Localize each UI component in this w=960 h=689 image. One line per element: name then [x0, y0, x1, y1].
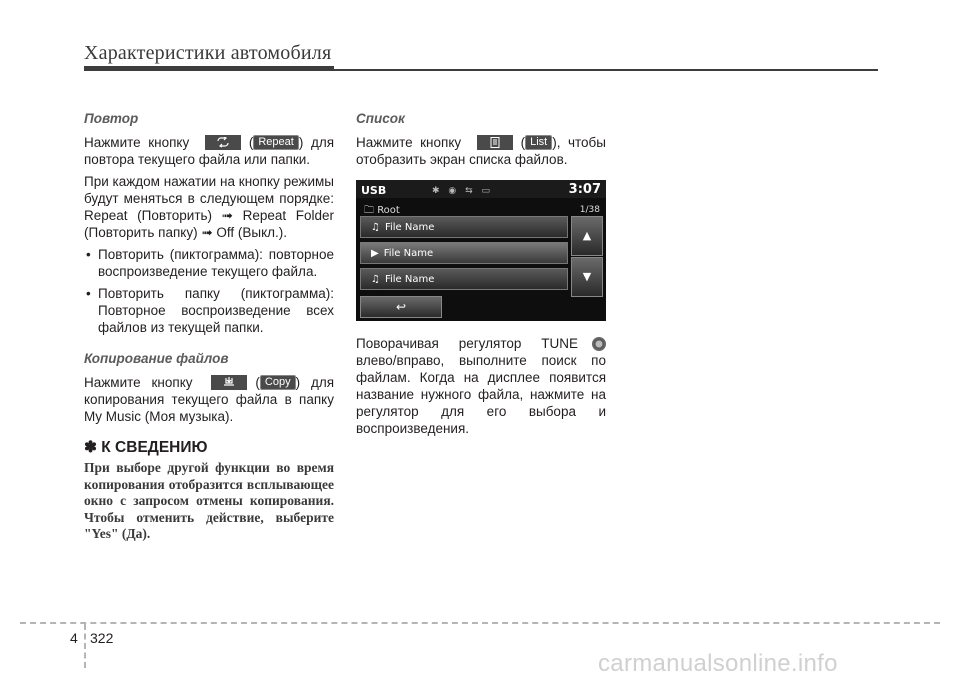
right-column [356, 110, 606, 442]
note-body: При выборе другой функции во время копирования отобразится всплывающее окно с запросом отмены копирования. Чтобы отменить действие, выберите "Yes" (Да). [84, 460, 334, 541]
footer-vertical-rule [84, 624, 86, 668]
list-icon [477, 135, 513, 150]
file-row[interactable] [360, 268, 568, 290]
copy-paragraph-1: Нажмите кнопку ( Copy ) для копирования текущего файла в папку My Music (Моя музыка). [84, 375, 335, 424]
copy-icon [211, 375, 247, 390]
page-chapter: 4 [70, 630, 78, 646]
list-paragraph-1: Нажмите кнопку ( List ), чтобы отобразить экран списка файлов. [356, 135, 606, 167]
copy-button-label: Copy [260, 375, 296, 390]
music-note-icon: ♫ [371, 222, 380, 233]
music-note-icon: ♫ [371, 274, 380, 285]
page-number: 322 [90, 630, 114, 646]
left-column [84, 110, 334, 543]
list-p2-after: влево/вправо, выполните поиск по файлам. Когда на дисплее появится название нужного файла, нажмите на регулятор для его выбора и воспроизведения. [356, 353, 606, 436]
repeat-p1-after: ) для повтора текущего файла или папки. [84, 135, 335, 167]
list-p2-before: Поворачивая регулятор TUNE [356, 336, 578, 351]
file-row-label: File Name [384, 222, 435, 233]
list-p1-before: Нажмите кнопку [356, 135, 462, 150]
footer-dashed-rule [20, 622, 940, 624]
back-button[interactable] [360, 296, 442, 318]
header-rule-thin [334, 69, 878, 71]
list-button-label: List [525, 135, 552, 150]
file-row-label: File Name [383, 248, 434, 259]
scroll-up-button[interactable] [571, 216, 603, 256]
repeat-paragraph-2: При каждом нажатии на кнопку режимы будут меняться в следующем порядке: Repeat (Повторить) ➟ Repeat Folder (Повторить папку) ➟ Off (Выкл.). [84, 174, 334, 240]
file-row-label: File Name [384, 274, 435, 285]
screen-time: 3:07 [568, 182, 601, 197]
header-rule-thick [84, 66, 334, 71]
repeat-paragraph-1: Нажмите кнопку ( Repeat ) для повтора текущего файла или папки. [84, 135, 335, 167]
repeat-icon [205, 135, 241, 150]
watermark: carmanualsonline.info [598, 650, 838, 677]
list-paragraph-2 [356, 335, 606, 437]
note-title: ✽ К СВЕДЕНИЮ [84, 439, 208, 456]
arrow-up-icon: ▲ [582, 229, 592, 242]
arrow-down-icon: ▼ [582, 270, 592, 283]
page-header-title: Характеристики автомобиля [84, 42, 332, 64]
list-section-title: Список [356, 111, 405, 126]
copy-section-title: Копирование файлов [84, 351, 229, 366]
repeat-button-label: Repeat [253, 135, 298, 150]
list-p1-after: ), чтобы отобразить экран списка файлов. [356, 135, 606, 167]
file-row[interactable] [360, 216, 568, 238]
repeat-bullet-2: • Повторить папку (пиктограмма): Повторное воспроизведение всех файлов из текущей папки. [84, 285, 334, 336]
repeat-p1-before: Нажмите кнопку [84, 135, 190, 150]
usb-list-screen [356, 180, 606, 321]
screen-source-label: USB [361, 184, 387, 197]
repeat-bullet-1: • Повторить (пиктограмма): повторное воспроизведение текущего файла. [84, 246, 334, 280]
screen-file-count: 1/38 [579, 205, 600, 215]
tune-knob-icon [592, 337, 606, 351]
folder-icon: 🗀 [364, 205, 374, 216]
screen-status-icons: ✱ ◉ ⇆ ▭ [432, 186, 494, 196]
play-icon: ▶ [371, 248, 379, 259]
scroll-down-button[interactable] [571, 257, 603, 297]
copy-p1-before: Нажмите кнопку [84, 375, 193, 390]
back-arrow-icon: ↩ [395, 300, 407, 314]
screen-folder-name: Root [377, 205, 400, 216]
copy-p1-after: ) для копирования текущего файла в папку My Music (Моя музыка). [84, 375, 335, 424]
repeat-section-title: Повтор [84, 111, 139, 126]
file-row[interactable] [360, 242, 568, 264]
